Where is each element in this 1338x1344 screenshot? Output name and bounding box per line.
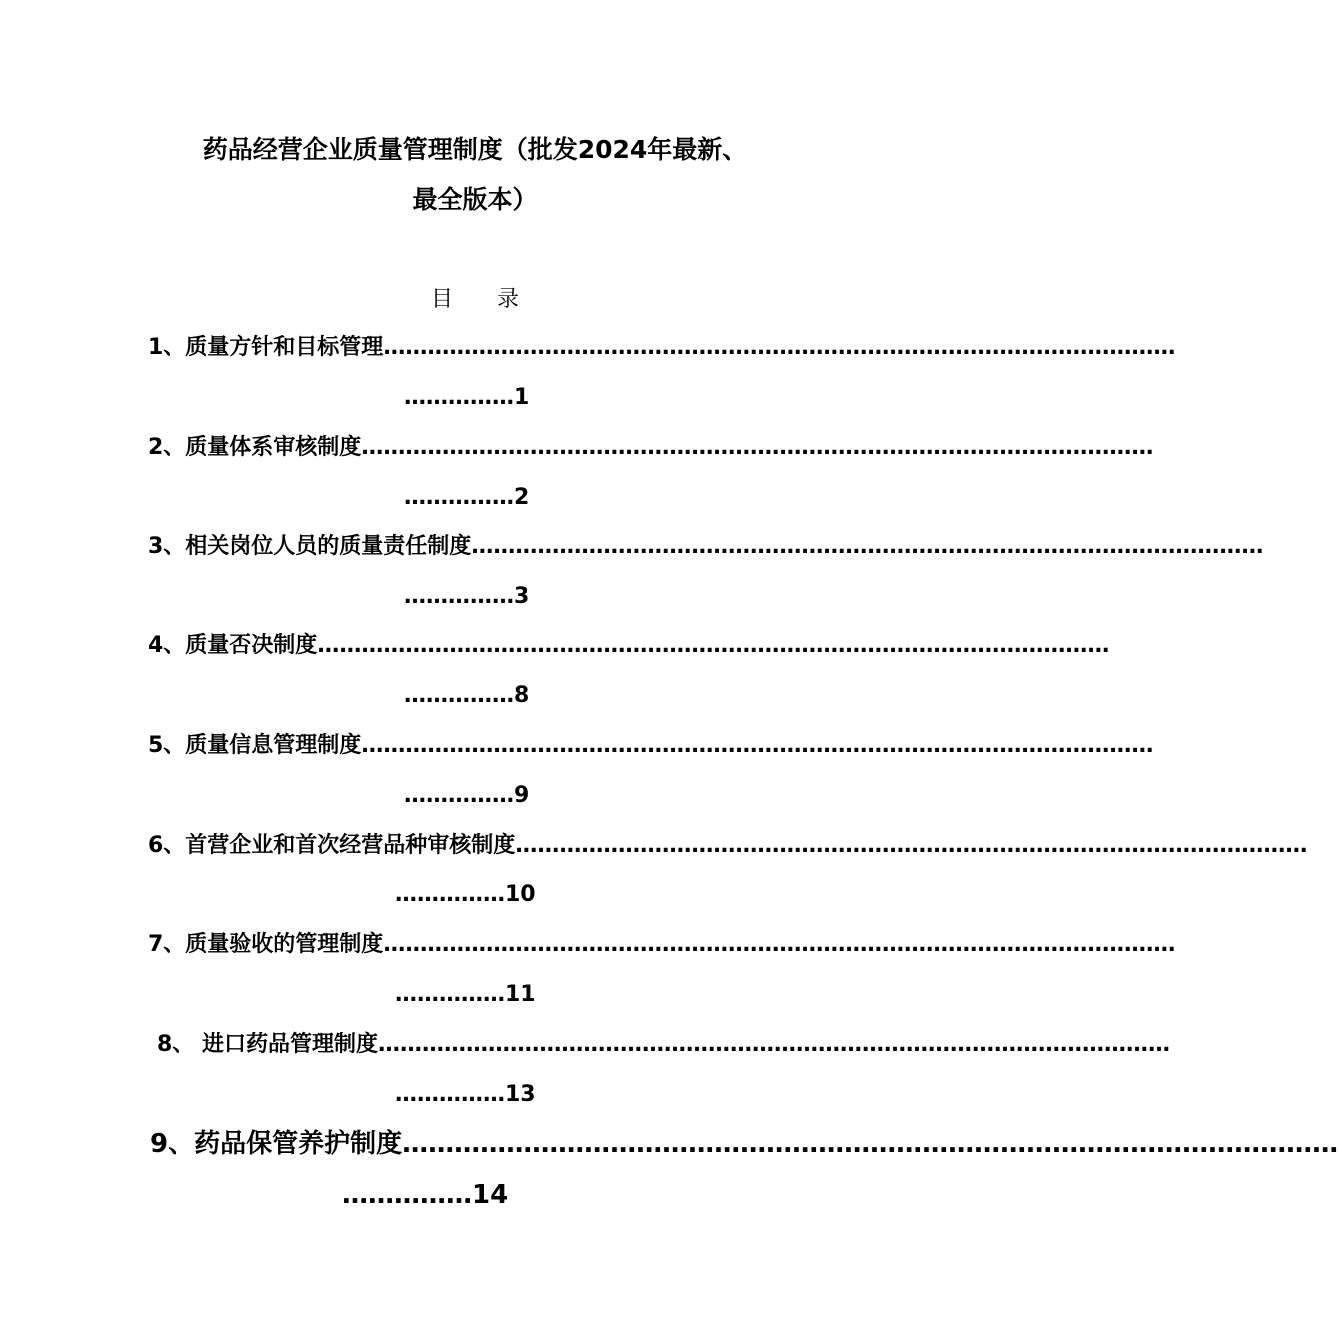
- toc-entry-3-page: [404, 579, 529, 615]
- toc-page-number: 1: [514, 385, 530, 410]
- toc-page-leader: ……………: [404, 683, 514, 708]
- toc-entry-label: 1、质量方针和目标管理: [148, 335, 384, 360]
- toc-leader-dots: ………………………………………………………………………………………………: [361, 733, 1154, 758]
- toc-entry-1-page: [404, 380, 529, 416]
- toc-page-leader: ……………: [404, 584, 514, 609]
- toc-entry-label: 2、质量体系审核制度: [148, 435, 362, 460]
- toc-entry-4[interactable]: [148, 628, 1110, 664]
- toc-entry-8-page: [395, 1077, 536, 1113]
- toc-page-number: 14: [472, 1180, 509, 1210]
- toc-page-number: 2: [514, 485, 530, 510]
- toc-entry-label: 3、相关岗位人员的质量责任制度: [148, 534, 472, 559]
- document-title-line-2: 最全版本）: [412, 185, 538, 214]
- toc-leader-dots: ………………………………………………………………………………………………: [515, 833, 1308, 858]
- toc-entry-label: 4、质量否决制度: [148, 633, 318, 658]
- toc-leader-dots: ………………………………………………………………………………………………: [317, 633, 1110, 658]
- toc-leader-dots: ………………………………………………………………………………………………: [361, 435, 1154, 460]
- toc-entry-1[interactable]: [148, 330, 1176, 366]
- toc-page-leader: ……………: [395, 882, 505, 907]
- toc-entry-6-page: [395, 877, 536, 913]
- toc-page-number: 8: [514, 683, 530, 708]
- toc-page-leader: ……………: [395, 982, 505, 1007]
- toc-entry-3[interactable]: [148, 529, 1264, 565]
- toc-entry-9[interactable]: [150, 1123, 1338, 1165]
- toc-page-leader: ……………: [404, 385, 514, 410]
- document-title-line-1: 药品经营企业质量管理制度（批发2024年最新、: [202, 135, 748, 164]
- toc-page-number: 11: [505, 982, 536, 1007]
- toc-entry-7[interactable]: [148, 927, 1176, 963]
- toc-page-leader: ……………: [404, 485, 514, 510]
- toc-leader-dots: ………………………………………………………………………………………………: [383, 335, 1176, 360]
- toc-page-leader: ……………: [342, 1180, 472, 1210]
- toc-leader-dots: ………………………………………………………………………………………………: [383, 932, 1176, 957]
- toc-page-number: 9: [514, 783, 530, 808]
- toc-entry-6[interactable]: [148, 828, 1308, 864]
- toc-page-leader: ……………: [395, 1082, 505, 1107]
- toc-page-number: 3: [514, 584, 530, 609]
- toc-entry-2[interactable]: [148, 430, 1154, 466]
- toc-entry-label: 9、药品保管养护制度: [150, 1129, 403, 1159]
- toc-entry-9-page: [342, 1174, 508, 1216]
- toc-entry-5-page: [404, 778, 529, 814]
- toc-entry-5[interactable]: [148, 728, 1154, 764]
- toc-entry-7-page: [395, 977, 536, 1013]
- toc-entry-label: 6、首营企业和首次经营品种审核制度: [148, 833, 516, 858]
- toc-entry-8[interactable]: [157, 1027, 1170, 1063]
- toc-leader-dots: ………………………………………………………………………………………………: [471, 534, 1264, 559]
- toc-page-number: 10: [505, 882, 536, 907]
- toc-entry-2-page: [404, 480, 529, 516]
- toc-entry-label: 8、 进口药品管理制度: [157, 1032, 378, 1057]
- toc-page-leader: ……………: [404, 783, 514, 808]
- toc-leader-dots: ………………………………………………………………………………………………: [402, 1129, 1338, 1159]
- toc-entry-label: 5、质量信息管理制度: [148, 733, 362, 758]
- toc-leader-dots: ………………………………………………………………………………………………: [377, 1032, 1170, 1057]
- toc-heading: 目 录: [430, 287, 519, 312]
- toc-entry-4-page: [404, 678, 529, 714]
- toc-page-number: 13: [505, 1082, 536, 1107]
- toc-entry-label: 7、质量验收的管理制度: [148, 932, 384, 957]
